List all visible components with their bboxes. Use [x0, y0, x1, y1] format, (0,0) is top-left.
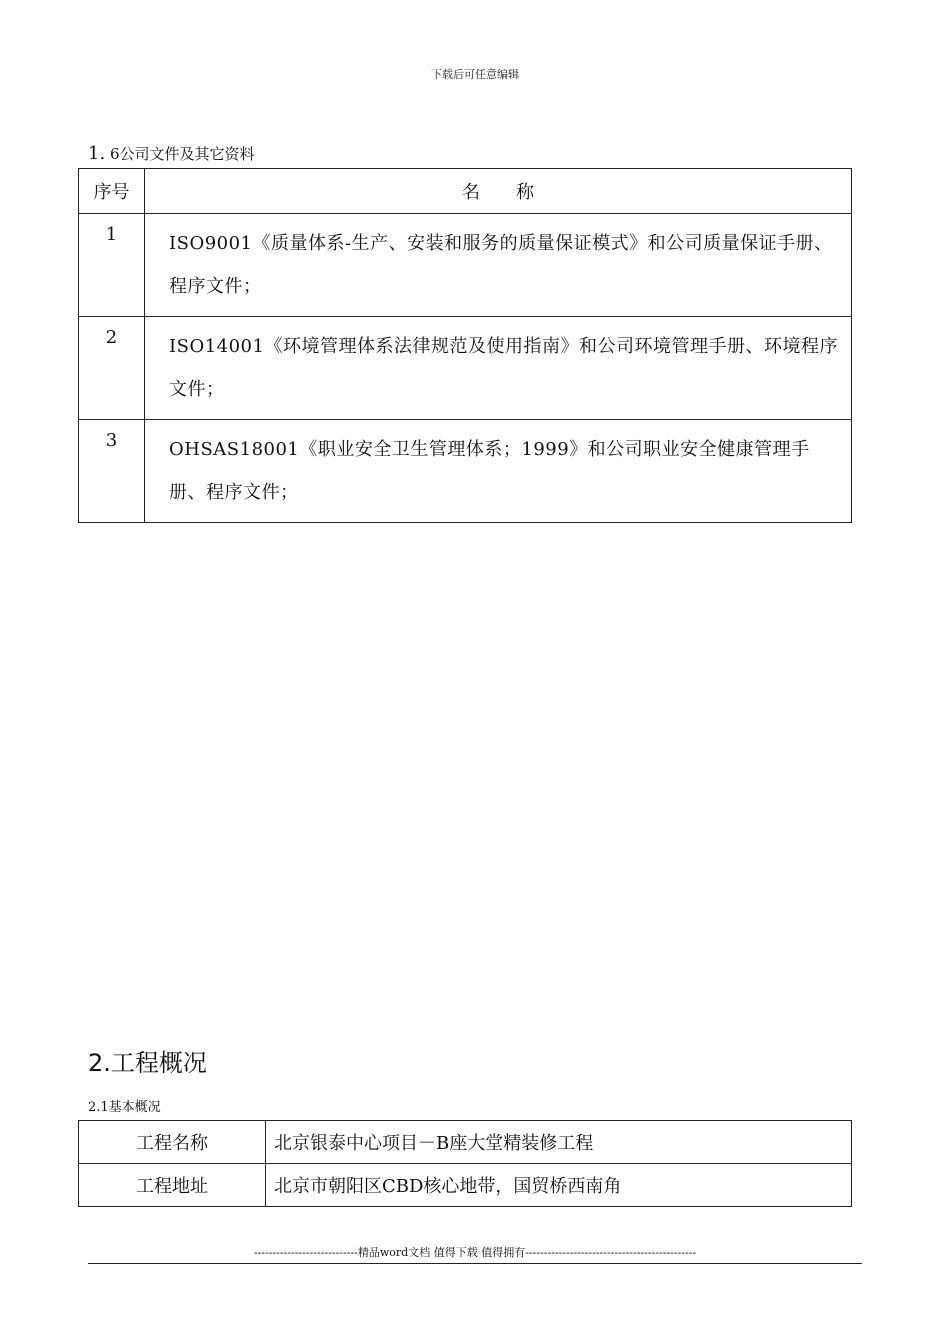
footer-note: ----------------------------精品word文档 值得下载 值得拥有----------------------------------------------	[253, 1246, 697, 1259]
documents-table-header	[79, 169, 852, 214]
documents-table	[78, 168, 852, 523]
section-1-title	[88, 143, 255, 164]
row-name: ISO14001《环境管理体系法律规范及使用指南》和公司环境管理手册、环境程序文件；	[145, 317, 852, 420]
table-row	[79, 1121, 852, 1164]
info-value: 北京市朝阳区CBD核心地带，国贸桥西南角	[266, 1164, 852, 1207]
project-info-table	[78, 1120, 852, 1207]
table-row	[79, 420, 852, 523]
header-name: 名 称	[145, 169, 852, 214]
row-no: 2	[79, 317, 145, 420]
row-name: OHSAS18001《职业安全卫生管理体系；1999》和公司职业安全健康管理手册、程序文件；	[145, 420, 852, 523]
section-1-number: 1.	[88, 143, 106, 164]
info-key: 工程名称	[79, 1121, 266, 1164]
row-no: 1	[79, 214, 145, 317]
table-row	[79, 1164, 852, 1207]
info-value: 北京银泰中心项目－B座大堂精装修工程	[266, 1121, 852, 1164]
footer-divider	[88, 1263, 862, 1264]
section-2-subtitle: 2.1基本概况	[88, 1100, 161, 1115]
header-note: 下载后可任意编辑	[431, 68, 519, 81]
info-key: 工程地址	[79, 1164, 266, 1207]
header-no: 序号	[79, 169, 145, 214]
section-1-title-text: 6公司文件及其它资料	[109, 145, 255, 163]
row-name: ISO9001《质量体系-生产、安装和服务的质量保证模式》和公司质量保证手册、程序文件；	[145, 214, 852, 317]
table-row	[79, 214, 852, 317]
row-no: 3	[79, 420, 145, 523]
section-2-title: 2.工程概况	[88, 1049, 207, 1077]
table-row	[79, 317, 852, 420]
